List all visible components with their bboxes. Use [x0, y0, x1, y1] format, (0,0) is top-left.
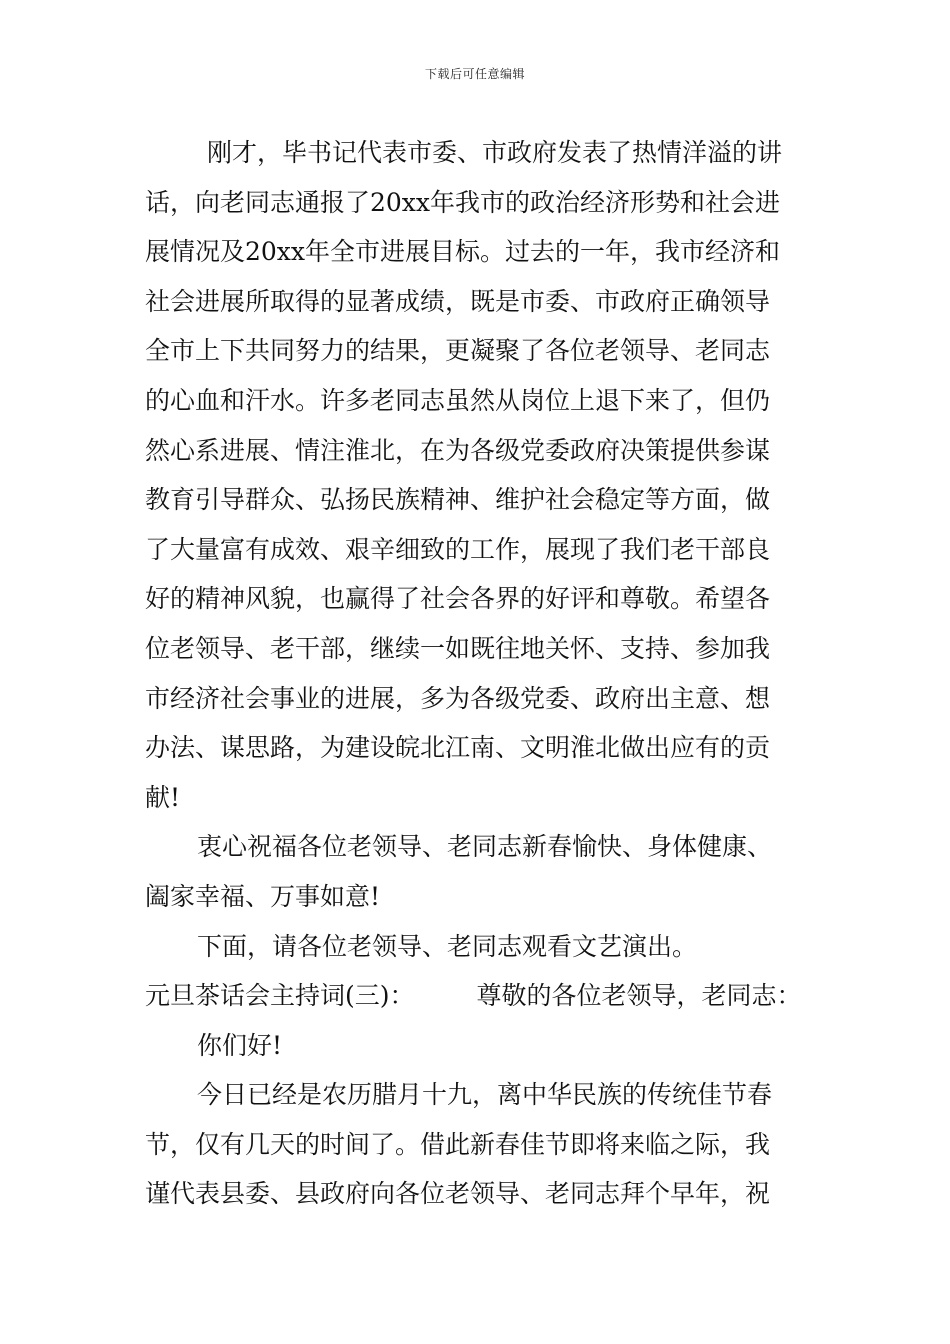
text-line: 阖家幸福、万事如意! [145, 881, 381, 911]
text-line: 然心系进展、情注淮北，在为各级党委政府决策提供参谋 [145, 435, 771, 465]
section-salutation: 尊敬的各位老领导，老同志： [476, 981, 802, 1011]
text-line: 下面，请各位老领导、老同志观看文艺演出。 [197, 931, 698, 961]
text-line: 办法、谋思路，为建设皖北江南、文明淮北做出应有的贡 [145, 733, 771, 763]
section-title: 元旦茶话会主持词(三)： [145, 981, 415, 1011]
text-line: 位老领导、老干部，继续一如既往地关怀、支持、参加我 [145, 633, 771, 663]
document-body [145, 128, 805, 1219]
paragraph-performance-intro [145, 922, 805, 972]
page-header-note: 下载后可任意编辑 [424, 67, 525, 81]
paragraph-spring-festival [145, 1070, 805, 1219]
text-line: 市经济社会事业的进展，多为各级党委、政府出主意、想 [145, 683, 771, 713]
text-line: 衷心祝福各位老领导、老同志新春愉快、身体健康、 [197, 832, 773, 862]
text-line: 献! [145, 782, 181, 812]
text-line: 了大量富有成效、艰辛细致的工作，展现了我们老干部良 [145, 534, 771, 564]
text-line: 的心血和汗水。许多老同志虽然从岗位上退下来了，但仍 [145, 385, 771, 415]
text-line: 节，仅有几天的时间了。借此新春佳节即将来临之际，我 [145, 1129, 771, 1159]
paragraph-speech-summary [145, 128, 805, 822]
text-line: 教育引导群众、弘扬民族精神、维护社会稳定等方面，做 [145, 485, 771, 515]
text-line: 展情况及20xx年全市进展目标。过去的一年，我市经济和 [145, 237, 781, 267]
text-line: 社会进展所取得的显著成绩，既是市委、市政府正确领导 [145, 286, 771, 316]
greeting-line: 你们好! [197, 1030, 283, 1060]
text-line: 全市上下共同努力的结果，更凝聚了各位老领导、老同志 [145, 336, 771, 366]
text-line: 今日已经是农历腊月十九，离中华民族的传统佳节春 [197, 1080, 773, 1110]
text-line: 谨代表县委、县政府向各位老领导、老同志拜个早年，祝 [145, 1179, 771, 1209]
text-line: 话，向老同志通报了20xx年我市的政治经济形势和社会进 [145, 187, 781, 217]
paragraph-new-year-wishes [145, 822, 805, 921]
section-heading [145, 971, 805, 1021]
text-line: 刚才，毕书记代表市委、市政府发表了热情洋溢的讲 [207, 138, 783, 167]
text-line: 好的精神风貌，也赢得了社会各界的好评和尊敬。希望各 [145, 584, 771, 614]
